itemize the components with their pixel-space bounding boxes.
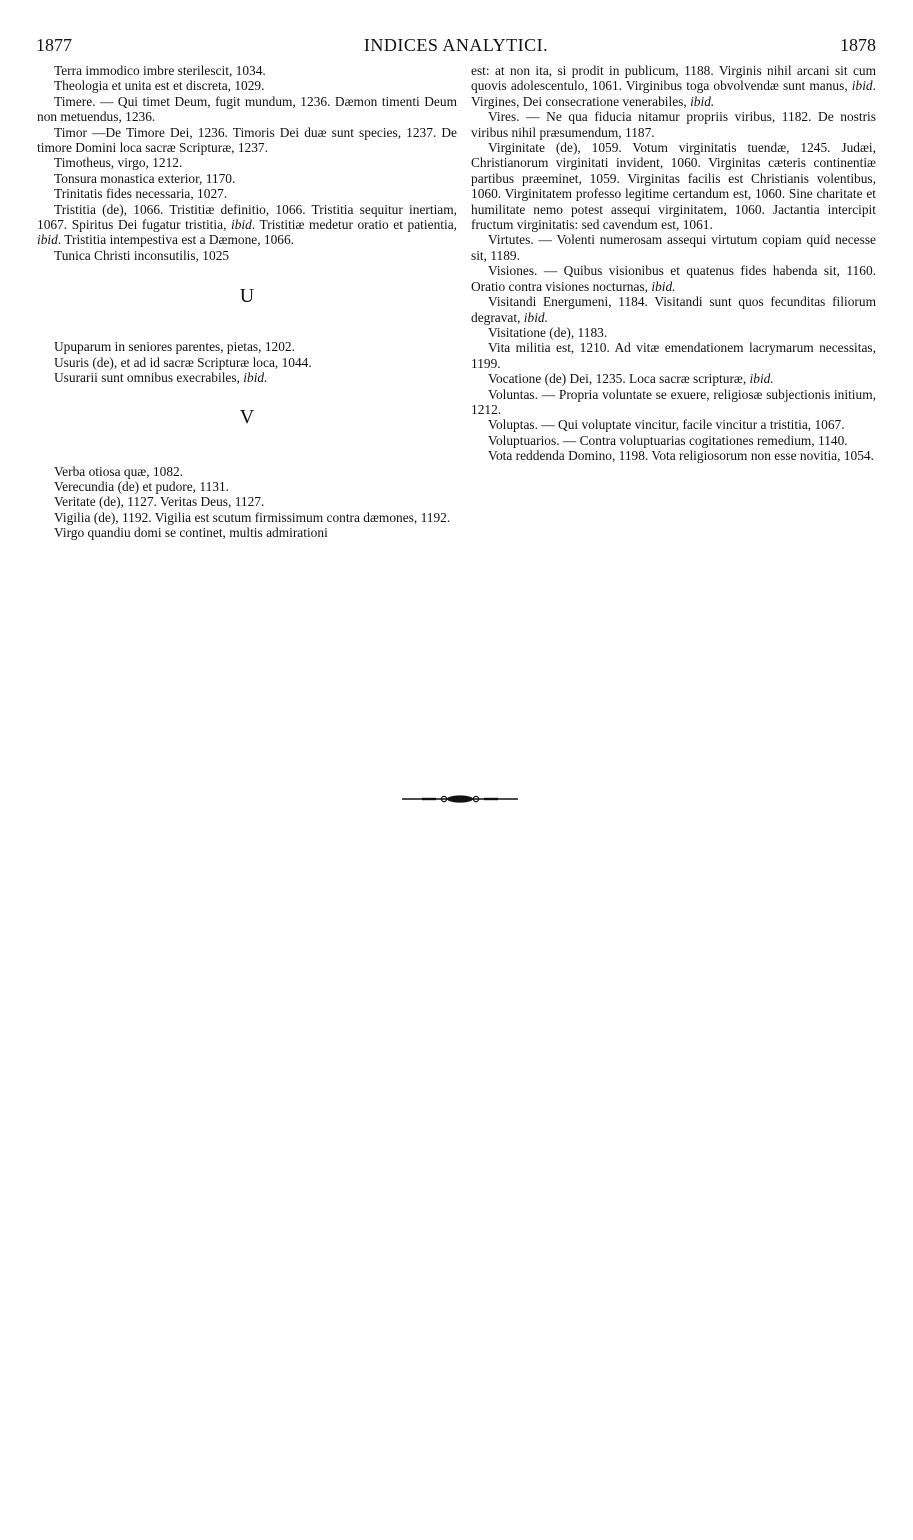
index-entry: Vita militia est, 1210. Ad vitæ emendationem lacrymarum necessitas, 1199. <box>471 340 876 371</box>
index-entry: Timor —De Timore Dei, 1236. Timoris Dei duæ sunt species, 1237. De timore Domini loca sacræ Scripturæ, 1237. <box>37 124 457 156</box>
index-entry: Voluptas. — Qui voluptate vincitur, facile vincitur a tristitia, 1067. <box>488 417 845 433</box>
index-entry-tristitia: Tristitia (de), 1066. Tristitiæ definitio, 1066. Tristitia sequitur inertiam, 1067. Spiritus Dei fugatur tristitia, ibid. Tristitiæ medetur oratio et patientia, ibid. Tristitia intempestiva est a Dæmone, 1066. <box>37 201 457 248</box>
index-entry: Verba otiosa quæ, 1082. <box>54 463 184 479</box>
index-entry-visiones: Visiones. — Quibus visionibus et quatenus fides habenda sit, 1160. Oratio contra visiones nocturnas, ibid. <box>471 263 876 294</box>
index-entry-vocatione: Vocatione (de) Dei, 1235. Loca sacræ scripturæ, ibid. <box>488 371 774 387</box>
index-entry: Vires. — Ne qua fiducia nitamur propriis viribus, 1182. De nostris viribus nihil præsumendum, 1187. <box>471 109 876 140</box>
left-column <box>37 63 457 541</box>
page-number-right: 1878 <box>840 35 876 55</box>
index-entry-virgo-continued: est: at non ita, si prodit in publicum, 1188. Virginis nihil arcani sit cum quovis adolescentulo, 1061. Virginibus toga obvolvendæ sunt manus, ibid. Virgines, Dei consecratione venerabiles, ibid. <box>471 63 876 109</box>
index-entry: Virgo quandiu domi se continet, multis admirationi <box>54 525 328 541</box>
index-entry: Voluntas. — Propria voluntate se exuere, religiosæ subjectionis initium, 1212. <box>471 386 876 417</box>
index-entry: Vigilia (de), 1192. Vigilia est scutum firmissimum contra dæmones, 1192. <box>54 509 451 525</box>
index-entry: Tunica Christi inconsutilis, 1025 <box>54 247 230 263</box>
index-entry: Tonsura monastica exterior, 1170. <box>54 170 236 186</box>
index-entry: Vota reddenda Domino, 1198. Vota religiosorum non esse novitia, 1054. <box>488 448 874 464</box>
index-entry: Usuris (de), et ad id sacræ Scripturæ loca, 1044. <box>54 354 312 370</box>
index-entry: Timere. — Qui timet Deum, fugit mundum, 1236. Dæmon timenti Deum non metuendus, 1236. <box>37 93 457 125</box>
index-entry: Visitatione (de), 1183. <box>488 324 608 340</box>
index-entry: Timotheus, virgo, 1212. <box>54 155 183 171</box>
index-entry-usurarii: Usurarii sunt omnibus execrabiles, ibid. <box>54 370 268 386</box>
index-entry: Voluptuarios. — Contra voluptuarias cogitationes remedium, 1140. <box>488 432 848 448</box>
index-entry: Upuparum in seniores parentes, pietas, 1202. <box>54 339 295 355</box>
index-entry: Verecundia (de) et pudore, 1131. <box>54 478 229 494</box>
section-letter-u: U <box>239 285 255 308</box>
index-entry: Terra immodico imbre sterilescit, 1034. <box>54 63 266 78</box>
section-letter-v: V <box>239 405 255 428</box>
index-entry: Theologia et unita est et discreta, 1029. <box>54 78 265 94</box>
page-number-left: 1877 <box>36 35 72 55</box>
page-header <box>36 34 876 56</box>
index-entry: Veritate (de), 1127. Veritas Deus, 1127. <box>54 494 265 510</box>
page-title: INDICES ANALYTICI. <box>363 35 549 55</box>
index-entry: Virginitate (de), 1059. Votum virginitatis tuendæ, 1245. Judæi, Christianorum virginitati invident, 1060. Virginitas cæteris continentiæ partibus præeminet, 1059. Virginitas facilis est Christianis volentibus, 1060. Virginitatem professo legitime certandum est, 1060. Sine charitate et humilitate nemo potest assequi virginitatem, 1060. Jactantia intercipit fructum virginitatis: sed cavendum est, 1061. <box>471 140 876 233</box>
index-entry-visitandi: Visitandi Energumeni, 1184. Visitandi sunt quos fecunditas filiorum degravat, ibid. <box>471 294 876 325</box>
index-entry: Virtutes. — Volenti numerosam assequi virtutum copiam quid necesse sit, 1189. <box>471 232 876 263</box>
index-entry: Trinitatis fides necessaria, 1027. <box>54 186 228 202</box>
end-ornament-icon <box>402 794 518 804</box>
right-column <box>471 63 876 464</box>
